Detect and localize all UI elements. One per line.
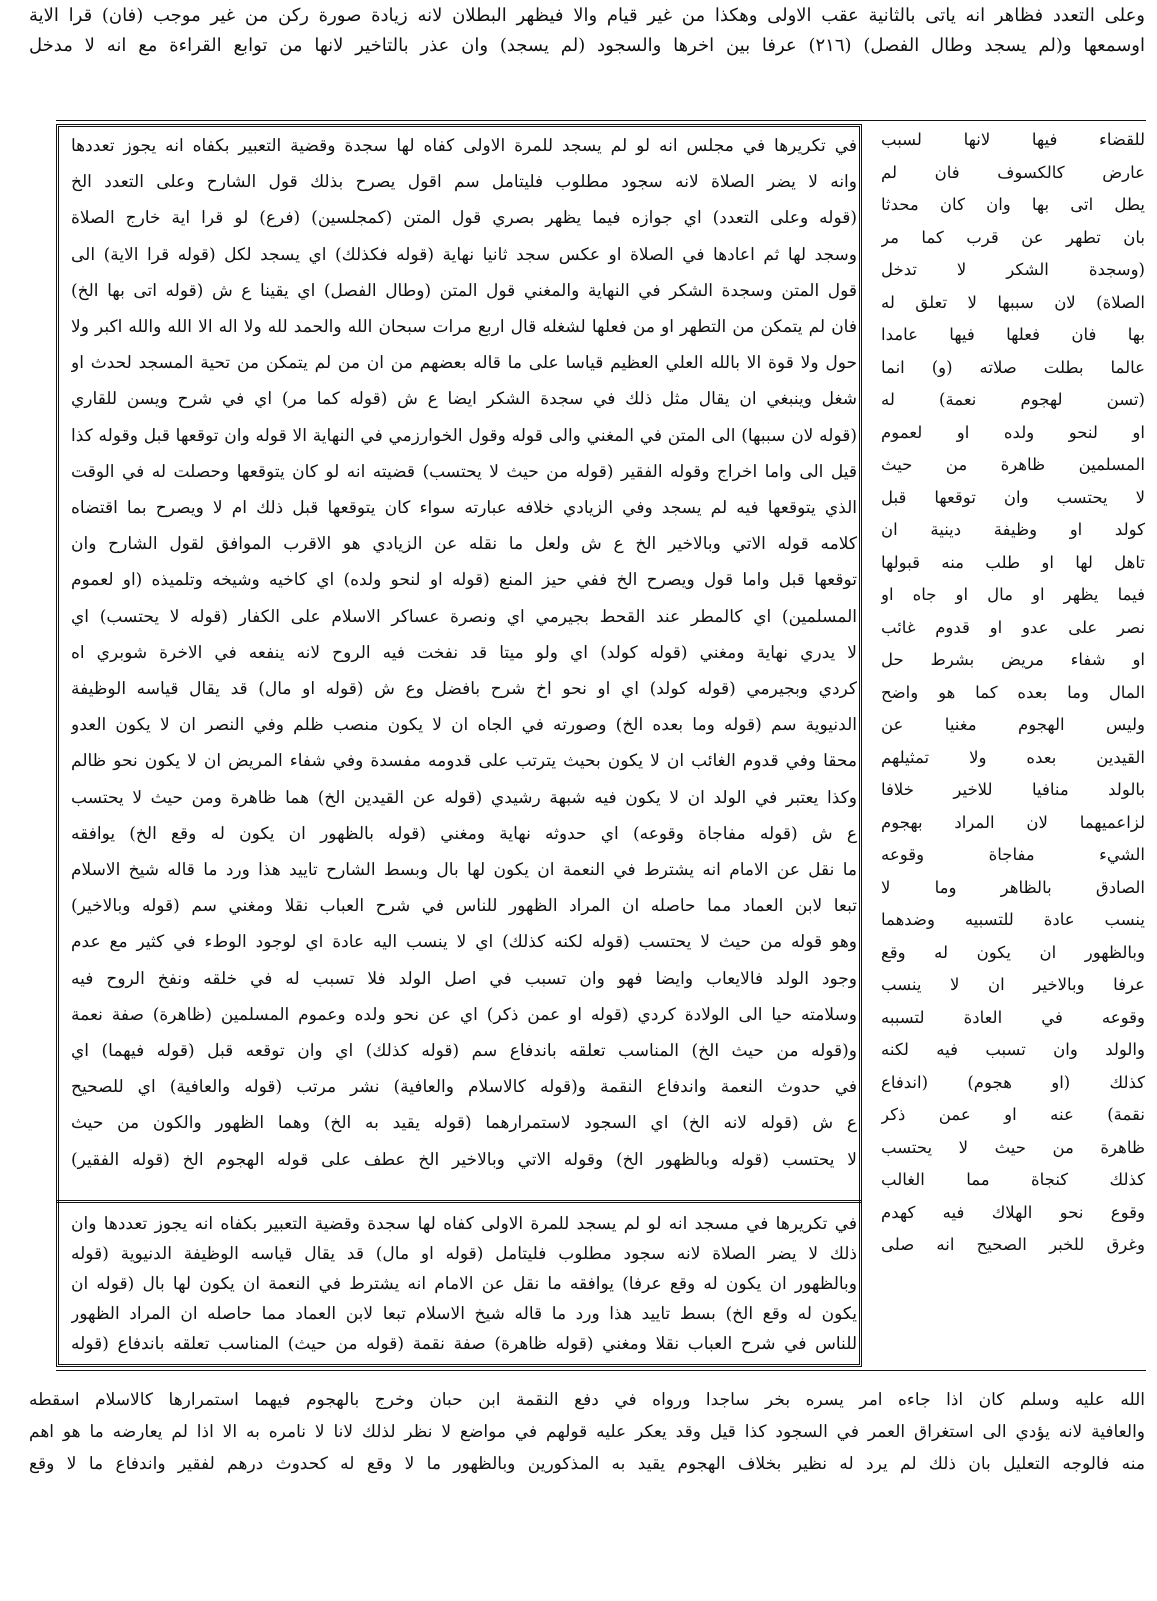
main-line: المسلمين) اي كالمطر عند القحط بجيرمي اي ونصرة عساكر الاسلام على الكفار (قوله لا يحتسب) اي [71, 606, 857, 627]
side-line: (تسن لهجوم نعمة) له [881, 390, 1145, 409]
main-line: وانه لا يضر الصلاة لانه سجود مطلوب فليتامل سم اقول يصرح بذلك قول الشارح وعلى التعدد الخ [71, 172, 857, 193]
main-line: الدنيوية سم (قوله وما بعده الخ) وصورته في الجاه ان لا يكون منصب ظلم وفي النصر ان لا يكون العدو [71, 715, 857, 736]
commentary-frame [56, 124, 862, 1367]
main-line: وسلامته حيا الى الولادة كردي (قوله او عمن ذكر) اي عن نحو ولده وعموم المسلمين (ظاهرة) صفة نعمة [71, 1004, 857, 1025]
bottom-line: والعافية لانه يؤدي الى استغراق العمر في السجود كذا قيل وقد يعكر عليه قولهم في مواضع لا نظر لذلك لانا لا نامره به الا اذا لم يعارضه ما هو اهم [29, 1422, 1145, 1442]
side-line: كذلك (او هجوم) (اندفاع [881, 1072, 1145, 1092]
main-line: محقا وفي قدوم الغائب ان لا يكون بحيث يترتب على قدومه مفسدة وفي شفاء المريض ان لا يكون نحو ظالم [71, 751, 857, 772]
side-line: عارض كالكسوف فان لم [881, 162, 1145, 182]
bottom-line: الله عليه وسلم كان اذا جاءه امر يسره بخر ساجدا ورواه في دفع النقمة ابن حبان وخرج بالهجوم فيهما استمرارها كالاسلام اسقطه [29, 1390, 1145, 1410]
main-line: في حدوث النعمة واندفاع النقمة و(قوله كالاسلام والعافية) نشر مرتب (قوله والعافية) اي للصحيح [71, 1077, 857, 1098]
side-line: بها فان فعلها فيها عامدا [881, 325, 1145, 344]
side-line: وبالظهور ان يكون له وقع [881, 942, 1145, 962]
side-line: فيما يظهر او مال او جاه او [881, 585, 1145, 604]
side-line: ظاهرة من حيث لا يحتسب [881, 1137, 1145, 1157]
side-line: بالولد منافيا للاخير خلافا [881, 780, 1145, 799]
main-line: وجود الولد فالايعاب وايضا فهو وان تسبب في اصل الولد فلا تسبب له في خلقه ونفخ الروح فيه [71, 968, 857, 989]
side-line: المال وما بعده كما هو واضح [881, 682, 1145, 702]
side-line: لا يحتسب وان توقعها قبل [881, 487, 1145, 507]
main-line: و(قوله من حيث الخ) المناسب تعلقه باندفاع سم (قوله كذلك) اي وان توقعه قبل (قوله فيهما) اي [71, 1041, 857, 1061]
side-line: كولد او وظيفة دينية ان [881, 520, 1145, 539]
side-line: كذلك كنجاة مما الغالب [881, 1170, 1145, 1189]
side-line: المسلمين ظاهرة من حيث [881, 455, 1145, 474]
main-line: كلامه قوله الاتي وبالاخير الخ ع ش ولعل ما نقله عن الزيادي هو الاقرب الموافق لقول الشارح وان [71, 534, 857, 555]
top-line: وعلى التعدد فظاهر انه ياتى بالثانية عقب الاولى وهكذا من غير قيام والا فيظهر البطلان لانه زيادة صورة ركن من غير موجب (فان) قرا الاية [29, 5, 1145, 26]
main-line: وسجد لها ثم اعادها في الصلاة او عكس سجد ثانيا نهاية (قوله فكذلك) اي يسجد لكل (قوله قرا الاية) الى [71, 244, 857, 265]
side-line: الصادق بالظاهر وما لا [881, 877, 1145, 897]
lower-main-line: في تكريرها في مسجد انه لو لم يسجد للمرة الاولى كفاه لها سجدة وقضية التعبير بكفاه انه يجوز تعددها وان [71, 1214, 857, 1234]
main-line: في تكريرها في مجلس انه لو لم يسجد للمرة الاولى كفاه لها سجدة وقضية التعبير بكفاه انه يجوز تعددها [71, 136, 857, 156]
side-line: وقوعه في العادة لتسببه [881, 1007, 1145, 1027]
side-line: الصلاة) لان سببها لا تعلق له [881, 292, 1145, 312]
side-line: نقمة) عنه او عمن ذكر [881, 1105, 1145, 1124]
commentary-divider [56, 1200, 862, 1203]
side-line: وقوع نحو الهلاك فيه كهدم [881, 1202, 1145, 1222]
bottom-line: منه فالوجه التعليل بان ذلك لم يرد له نظير بخلاف الهجوم يقيد به المذكورين وبالظهور ما لا وقع له كحدوث درهم لفقير واندفاع ما لا وقع [29, 1454, 1145, 1474]
side-line: او لنحو ولده او لعموم [881, 422, 1145, 442]
side-line: عالما بطلت صلاته (و) انما [881, 357, 1145, 377]
main-line: توقعها قبل واما قول ويصرح الخ ففي حيز المنع (قوله او لنحو ولده) اي كاخيه وشيخه وتلميذه (او لعموم [71, 570, 857, 591]
main-line: ع ش (قوله مفاجاة وقوعه) اي حدوثه نهاية ومغني (قوله بالظهور ان يكون له وقع الخ) يوافقه [71, 823, 857, 844]
main-line: شغل وينبغي ان يقال مثل ذلك في سجدة الشكر ايضا ع ش (قوله كما مر) اي في شرح ويسن للقاري [71, 389, 857, 410]
main-line: لا يحتسب (قوله وبالظهور الخ) وقوله الاتي وبالاخير الخ عطف على قوله الهجوم الخ (قوله الفقير) [71, 1149, 857, 1170]
side-line: او شفاء مريض بشرط حل [881, 650, 1145, 669]
main-line: وهو قوله من حيث لا يحتسب (قوله لكنه كذلك) اي لا ينسب اليه عادة اي لوجود الوطء في كثير مع عدم [71, 932, 857, 953]
side-line: لزاعميهما لان المراد بهجوم [881, 812, 1145, 832]
bottom-rule [56, 1370, 1146, 1371]
main-line: فان لم يتمكن من التطهر او من فعلها لشغله قال اربع مرات سبحان الله والحمد لله ولا اله الا الله والله اكبر ولا [71, 317, 857, 337]
top-rule [56, 120, 1146, 121]
main-line: قيل الى واما اخراج وقوله الفقير (قوله من حيث لا يحتسب) قضيته انه لو كان يتوقعها وحصلت له في الوقت [71, 461, 857, 482]
side-line: وغرق للخبر الصحيح انه صلى [881, 1235, 1145, 1254]
top-line: اوسمعها و(لم يسجد وطال الفصل) (٢١٦) عرفا بين اخرها والسجود (لم يسجد) وان عذر بالتاخير لانها من توابع القراءة مع انه لا مدخل [29, 35, 1145, 56]
side-line: وليس الهجوم مغنيا عن [881, 715, 1145, 734]
side-line: عرفا وبالاخير ان لا ينسب [881, 975, 1145, 994]
side-line: القيدين بعده ولا تمثيلهم [881, 747, 1145, 767]
main-line: قول المتن وسجدة الشكر في النهاية والمغني قول المتن (وطال الفصل) اي يقينا ع ش (قوله اتى بها الخ) [71, 280, 857, 301]
main-line: الذي يتوقعها فيه لم يسجد وفي الزيادي خلافه عبارته سواء كان يتوقعها قبل ذلك ام لا ويصرح بما اقتضاه [71, 498, 857, 518]
main-line: ما نقل عن الامام انه يشترط في النعمة ان يكون لها بال وبسط الشارح تاييد هذا ورد ما قاله شيخ الاسلام [71, 860, 857, 880]
lower-main-line: يكون له وقع الخ) بسط تاييد هذا ورد ما قاله شيخ الاسلام تبعا لابن العماد مما حاصله ان المراد الظهور [71, 1304, 857, 1324]
main-line: (قوله وعلى التعدد) اي جوازه فيما يظهر بصري قول المتن (كمجلسين) (فرع) لو قرا اية خارج الصلاة [71, 208, 857, 229]
main-line: وكذا يعتبر في الولد ان لا يكون فيه شبهة رشيدي (قوله عن القيدين الخ) هما ظاهرة ومن حيث لا يحتسب [71, 787, 857, 808]
side-line: بان تطهر عن قرب كما مر [881, 227, 1145, 247]
side-line: الشيء مفاجاة وقوعه [881, 845, 1145, 864]
main-line: كردي وبجيرمي (قوله كولد) اي او نحو اخ شرح بافضل وع ش (قوله او مال) قد يقال قياسه الوظيفة [71, 679, 857, 699]
main-line: لا يدري نهاية ومغني (قوله كولد) اي ولو ميتا قد نفخت فيه الروح لانه ينفعه في الاخرة شوبري اه [71, 642, 857, 663]
side-line: للقضاء فيها لانها لسبب [881, 130, 1145, 149]
lower-main-line: وبالظهور ان يكون له وقع عرفا) يوافقه ما نقل عن الامام انه يشترط في النعمة ان يكون لها بال (قوله ان [71, 1274, 857, 1294]
main-line: تبعا لابن العماد مما حاصله ان المراد الظهور للناس في شرح العباب نقلا ومغني سم (قوله وبالاخير) [71, 896, 857, 917]
side-line: تاهل لها او طلب منه قبولها [881, 552, 1145, 572]
side-line: ينسب عادة للتسبيه وضدهما [881, 910, 1145, 929]
main-line: ع ش (قوله لانه الخ) اي السجود لاستمرارهما (قوله يقيد به الخ) وهما الظهور والكون من حيث [71, 1113, 857, 1134]
side-line: (وسجدة الشكر لا تدخل [881, 260, 1145, 279]
side-line: يطل اتى بها وان كان محدثا [881, 195, 1145, 214]
lower-main-line: ذلك لا يضر الصلاة لانه سجود مطلوب فليتامل (قوله او مال) قد يقال قياسه الوظيفة الدنيوية (قوله [71, 1244, 857, 1264]
main-line: (قوله لان سببها) الى المتن في المغني والى قوله وقول الخوارزمي في النهاية الا قوله وان توقعها قبل وقوله كذا [71, 425, 857, 446]
side-line: نصر على عدو او قدوم غائب [881, 617, 1145, 637]
side-line: والولد وان تسبب فيه لكنه [881, 1040, 1145, 1059]
main-line: حول ولا قوة الا بالله العلي العظيم قياسا على ما قاله بعضهم من ان من لم يتمكن من تحية المسجد لحدث او [71, 353, 857, 374]
lower-main-line: للناس في شرح العباب نقلا ومغني (قوله ظاهرة) صفة نقمة (قوله من حيث) المناسب تعلقه باندفاع (قوله [71, 1334, 857, 1354]
